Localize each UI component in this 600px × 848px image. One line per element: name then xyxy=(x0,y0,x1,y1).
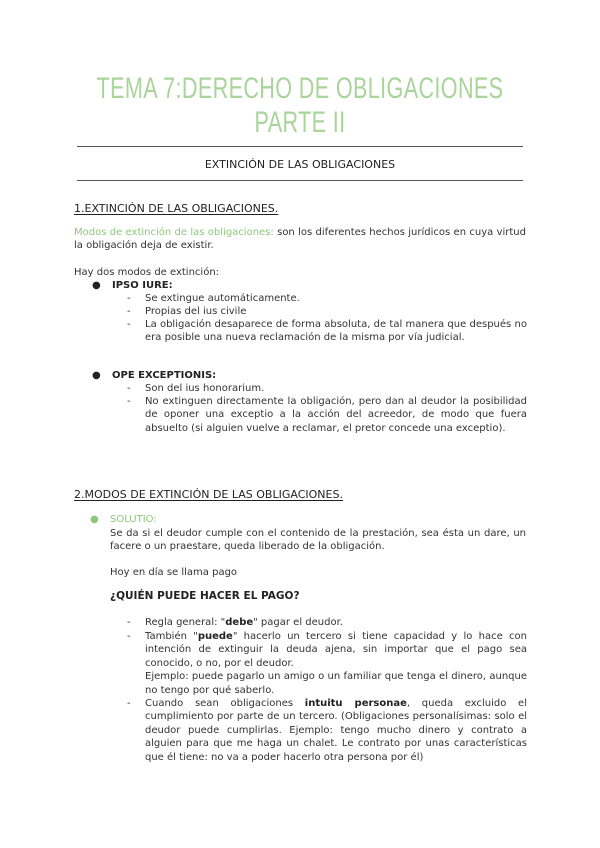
list-item xyxy=(127,630,527,698)
intro-rest: son los diferentes hechos jurídicos en cuya virtud la obligación deja de existir. xyxy=(74,227,526,252)
bullet-label: SOLUTIO: xyxy=(110,514,157,525)
list-item-text xyxy=(145,697,527,764)
bullet-label: IPSO IURE: xyxy=(112,280,173,291)
page-title: TEMA 7:DERECHO DE OBLIGACIONES PARTE II xyxy=(96,72,504,139)
list-item-text: Se extingue automáticamente. xyxy=(145,293,300,304)
bold-term: intuitu personae xyxy=(304,698,407,709)
dash-mark: - xyxy=(127,698,131,709)
modes-line: Hay dos modos de extinción: xyxy=(74,267,220,278)
top-rule xyxy=(77,146,523,147)
dash-mark: - xyxy=(127,293,131,304)
list-item-text: No extinguen directamente la obligación, pero dan al deudor la posibilidad de oponer una exceptio a la acción del acreedor, de modo que fuera absuelto (si alguien vuelve a reclamar, el pretor concede una exceptio). xyxy=(145,396,527,434)
bullet-solutio xyxy=(90,513,520,527)
bullet-label: OPE EXCEPTIONIS: xyxy=(112,370,217,381)
list-item xyxy=(127,318,527,358)
list-item xyxy=(127,395,527,449)
example-text: Ejemplo: puede pagarlo un amigo o un familiar que tenga el dinero, aunque no tengo por qué saberlo. xyxy=(145,671,527,696)
list-item-text: Propias del ius civile xyxy=(145,306,247,317)
bullet-mark: ● xyxy=(92,280,101,291)
list-item-text: La obligación desaparece de forma absoluta, de tal manera que después no era posible una nueva reclamación de la misma por vía judicial. xyxy=(145,319,527,344)
dash-mark: - xyxy=(127,396,131,407)
document-subtitle: EXTINCIÓN DE LAS OBLIGACIONES xyxy=(204,158,396,171)
bullet-ope-exceptionis xyxy=(92,369,522,383)
section1-heading: 1.EXTINCIÓN DE LAS OBLIGACIONES. xyxy=(74,202,279,215)
list-item xyxy=(127,697,527,767)
bullet-ipso-iure xyxy=(92,279,522,293)
text-part: " pagar el deudor. xyxy=(253,617,343,628)
bold-term: debe xyxy=(225,617,254,628)
today-text: Hoy en día se llama pago xyxy=(110,567,238,578)
dash-mark: - xyxy=(127,319,131,330)
list-item xyxy=(127,305,527,319)
list-item xyxy=(127,292,527,306)
bullet-mark: ● xyxy=(92,370,101,381)
section1-intro xyxy=(74,226,526,253)
question-heading: ¿QUIÉN PUEDE HACER EL PAGO? xyxy=(110,590,300,602)
dash-mark: - xyxy=(127,631,131,642)
dash-mark: - xyxy=(127,306,131,317)
dash-mark: - xyxy=(127,383,131,394)
text-part: También " xyxy=(145,631,198,642)
bullet-mark: ● xyxy=(90,514,99,525)
section2-heading: 2.MODOS DE EXTINCIÓN DE LAS OBLIGACIONES. xyxy=(74,488,343,501)
intro-term: Modos de extinción de las obligaciones: xyxy=(74,227,274,238)
list-item xyxy=(127,382,527,396)
dash-mark: - xyxy=(127,617,131,628)
text-part: Regla general: " xyxy=(145,617,226,628)
text-part: , queda excluido el cumplimiento por parte de un tercero. (Obligaciones personalísimas: solo el deudor puede cumplirlas. Ejemplo: tengo mucho dinero y contrato a alguien para que me haga un chalet. Le contrato por unas características que él tiene: no va a poder hacerlo otra persona por él) xyxy=(145,698,527,763)
list-item xyxy=(127,616,527,630)
solutio-text: Se da si el deudor cumple con el contenido de la prestación, sea ésta un dare, un facere o un praestare, queda liberado de la obligación. xyxy=(110,528,526,553)
list-item-text xyxy=(145,630,527,697)
list-item-text xyxy=(145,616,527,629)
text-part: Cuando sean obligaciones xyxy=(145,698,305,709)
list-item-text: Son del ius honorarium. xyxy=(145,383,265,394)
bold-term: puede xyxy=(197,631,233,642)
bottom-rule xyxy=(77,180,523,181)
text-part: " hacerlo un tercero si tiene capacidad y lo hace con intención de extinguir la deuda ajena, sin importar que el pago sea conocido, o no, por el deudor. xyxy=(145,631,527,669)
